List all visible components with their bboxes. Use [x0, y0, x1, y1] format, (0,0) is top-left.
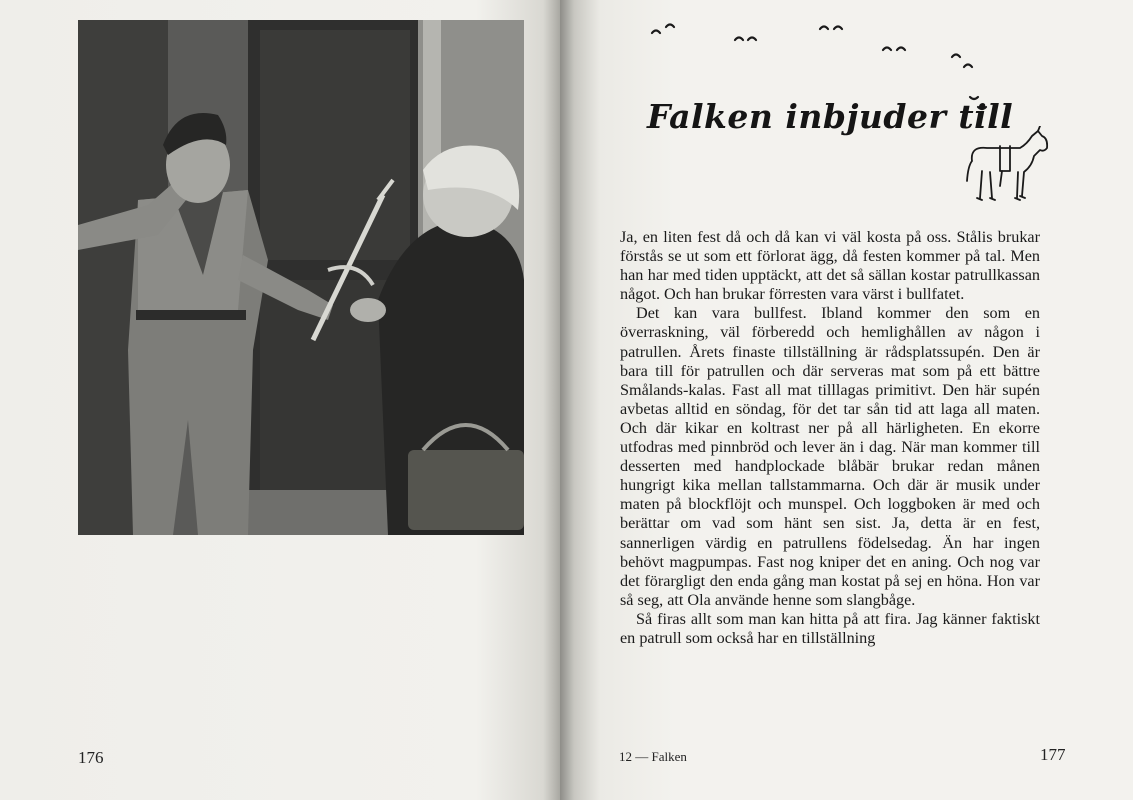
- chapter-body-text: [620, 228, 1040, 648]
- scout-saluting-photo: [78, 20, 524, 535]
- paragraph: Så firas allt som man kan hitta på att fira. Jag känner faktiskt en patrull som också har en tillställning: [620, 609, 1040, 647]
- paragraph: Det kan vara bullfest. Ibland kommer den som en överraskning, väl förberedd och hemlighållen av någon i patrullen. Årets finaste tillställning är rådsplatssupén. Den är bara till för patrullen och där serveras mat som på ett bättre Smålands-kalas. Fast all mat tilllagas primitivt. Den här supén avbetas alltid en söndag, för det tar sån tid att laga all maten. Och där kikar en koltrast ner på all härligheten. En ekorre utfodras med pinnbröd och lever än i dag. När man kommer till desserten med handplockade blåbär brukar redan månen hungrigt kika mellan tallstammarna. Och där är musik under maten på blockflöjt och munspel. Och loggboken är med och berättar om vad som hänt sen sist. Ja, detta är en fest, sannerligen värdig en patrullens födelsedag. Än har ingen behövt magpumpas. Fast nog kniper det en aning. Och nog var det förargligt den enda gång man kostat på sej en höna. Hon var så seg, att Ola använde henne som slangbåge.: [620, 304, 1040, 609]
- signature-mark: 12 — Falken: [619, 749, 687, 764]
- right-page-number: 177: [1040, 745, 1066, 764]
- left-page: [0, 0, 560, 800]
- paragraph: Ja, en liten fest då och då kan vi väl kosta på oss. Stålis brukar förstås se ut som ett förlorat ägg, då festen kommer på tal. Men han har med tiden upptäckt, att det så sällan kostar patrullkassan något. Och han brukar förresten vara värst i bullfatet.: [620, 228, 1040, 304]
- chapter-title: Falken inbjuder till: [647, 97, 1014, 136]
- horse-drawing: [962, 126, 1057, 218]
- left-page-number: 176: [78, 748, 104, 767]
